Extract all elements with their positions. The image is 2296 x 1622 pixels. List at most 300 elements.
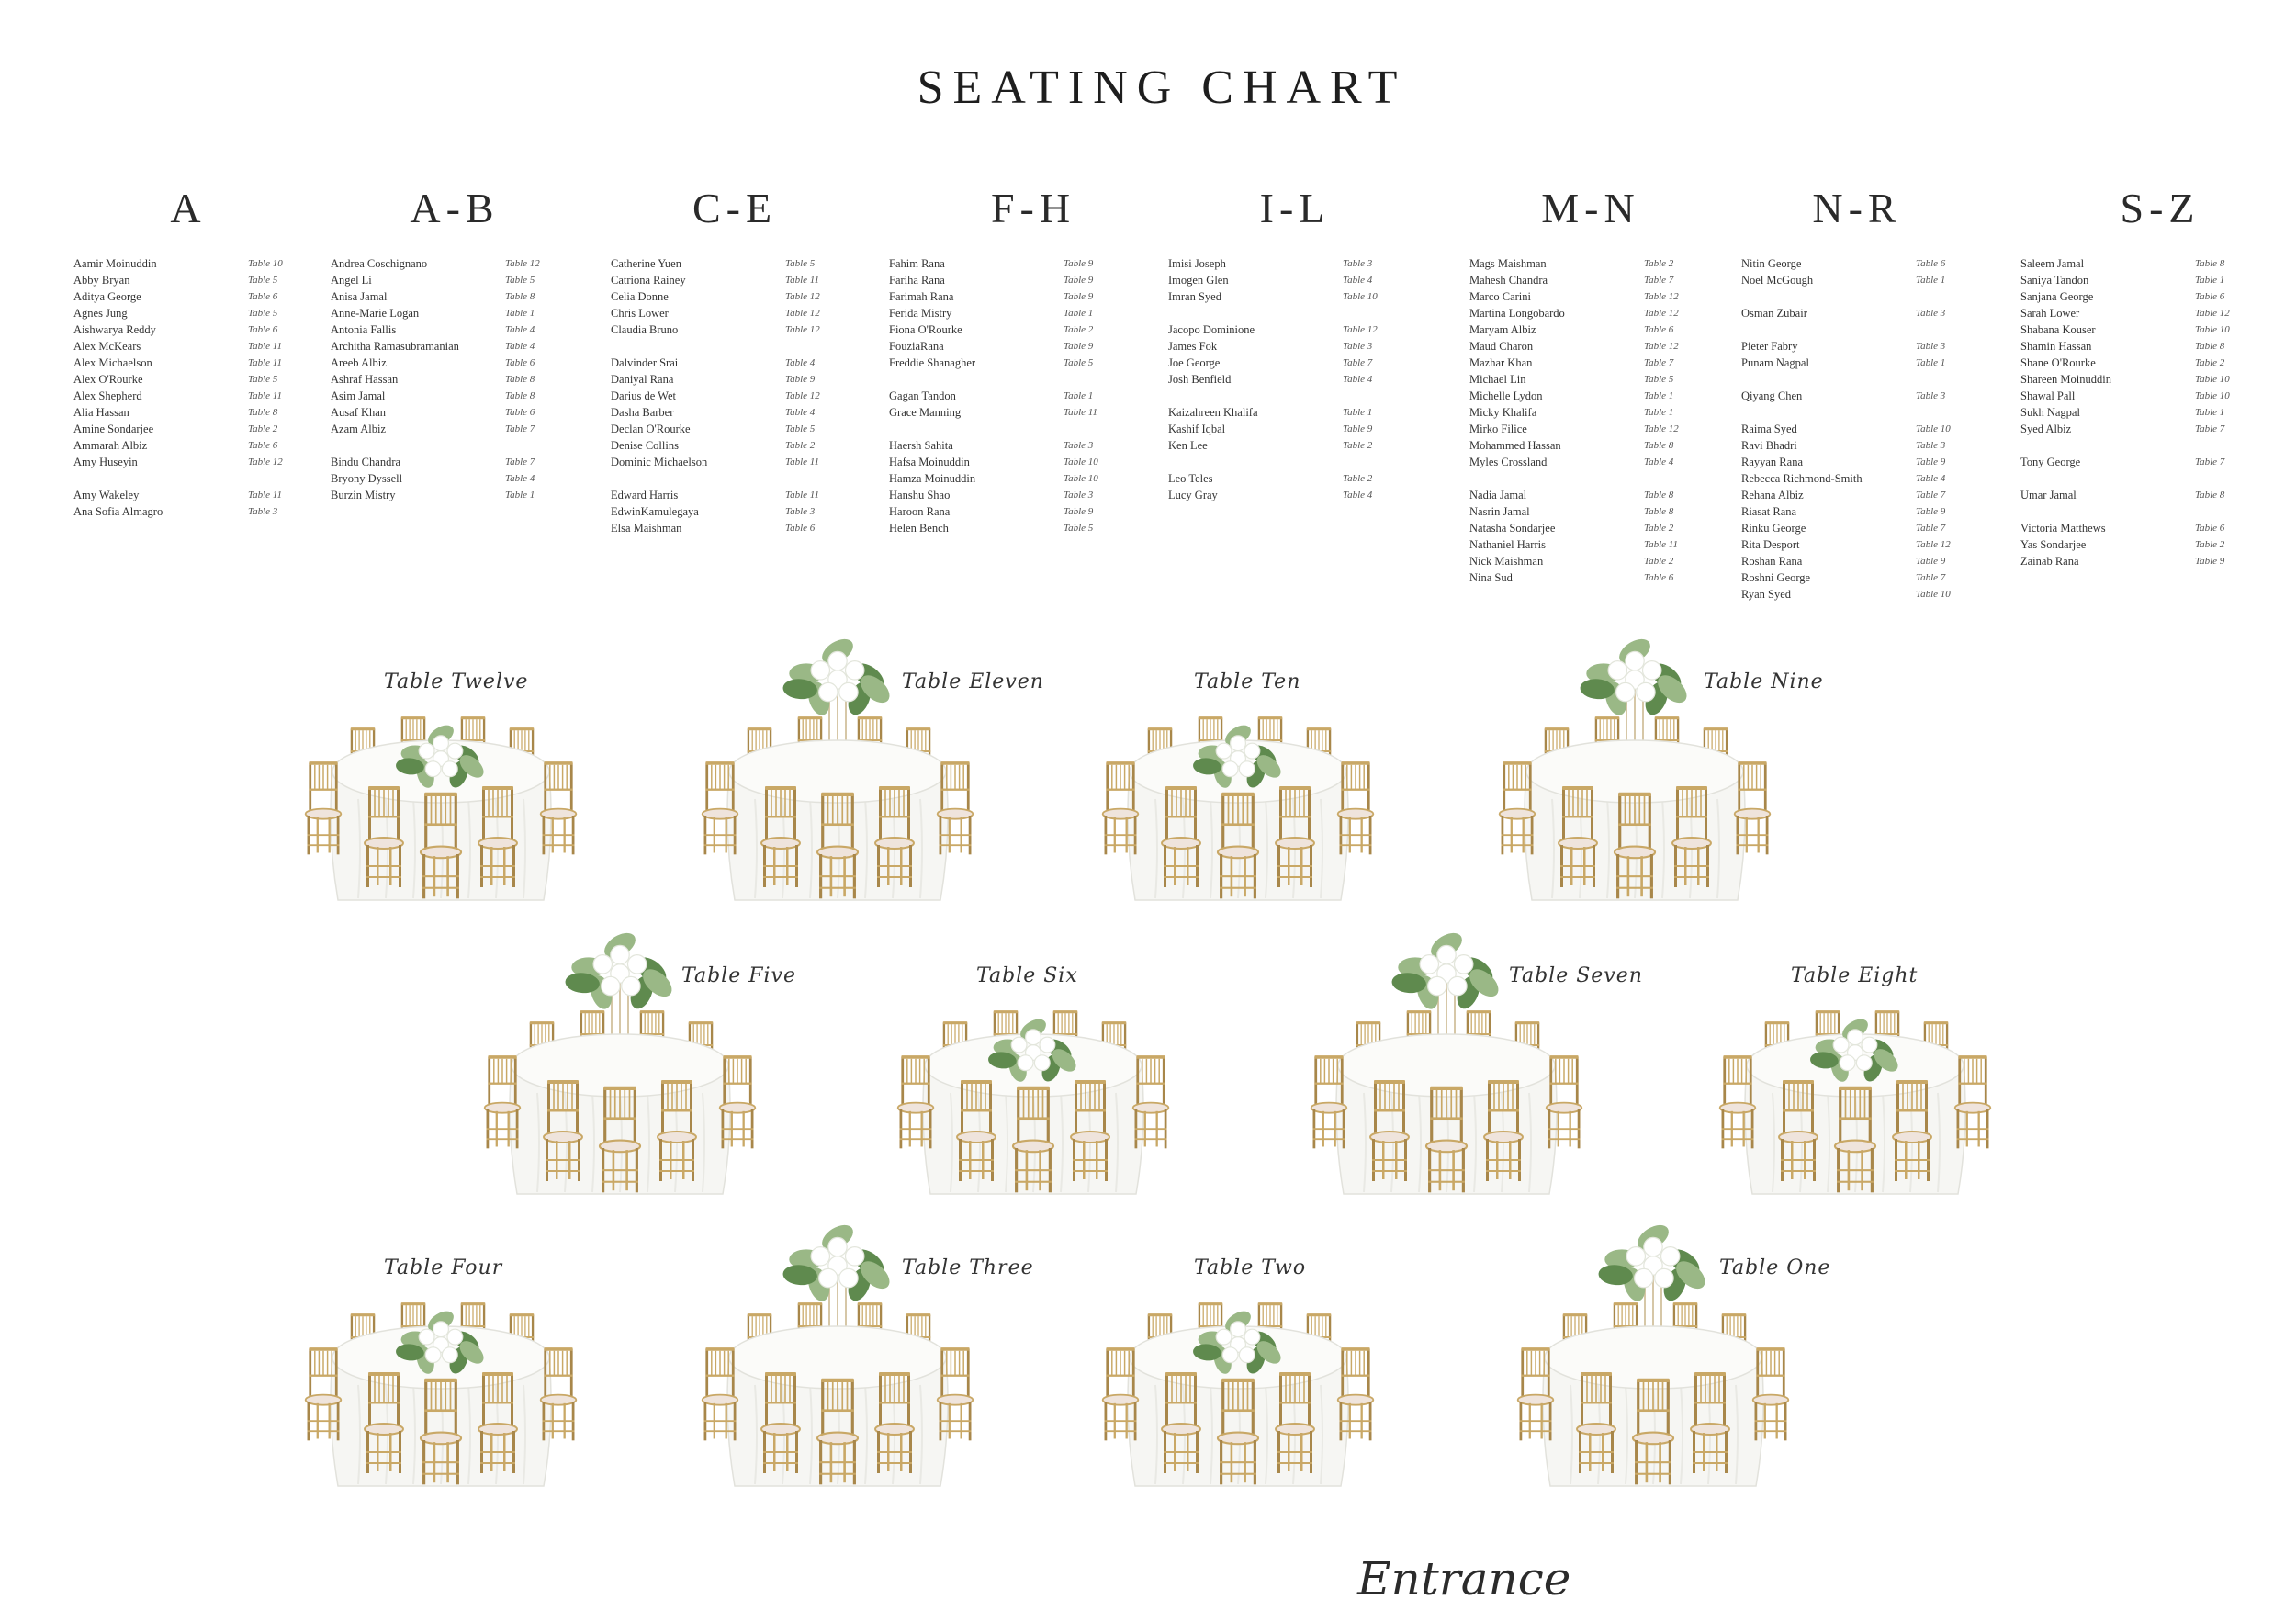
guest-name: Fiona O'Rourke bbox=[889, 323, 962, 336]
guest-table-number: Table 3 bbox=[785, 506, 816, 517]
guest-name: Dalvinder Srai bbox=[611, 356, 679, 369]
table-illustration bbox=[1082, 670, 1394, 900]
guest-row bbox=[1469, 437, 1690, 454]
guest-row bbox=[1741, 338, 1962, 355]
guest-table-number: Table 11 bbox=[785, 490, 819, 501]
guest-name: Roshni George bbox=[1741, 571, 1811, 584]
column-heading: A-B bbox=[410, 185, 500, 231]
spacer bbox=[1168, 305, 1389, 321]
guest-table-number: Table 4 bbox=[505, 473, 535, 484]
guest-row bbox=[1741, 520, 1962, 536]
guest-row bbox=[1168, 338, 1389, 355]
guest-row bbox=[1741, 569, 1962, 586]
guest-row bbox=[1741, 487, 1962, 503]
guest-row bbox=[331, 255, 551, 272]
guest-name: Rayyan Rana bbox=[1741, 456, 1803, 468]
guest-table-number: Table 8 bbox=[1644, 506, 1674, 517]
guest-name: Osman Zubair bbox=[1741, 307, 1807, 320]
guest-table-number: Table 12 bbox=[1644, 423, 1679, 434]
guest-name: Nasrin Jamal bbox=[1469, 505, 1530, 518]
guest-row bbox=[889, 503, 1109, 520]
guest-row bbox=[331, 338, 551, 355]
guest-row bbox=[2020, 421, 2241, 437]
guest-list bbox=[611, 255, 831, 536]
guest-row bbox=[889, 355, 1109, 371]
guest-row bbox=[1741, 305, 1962, 321]
guest-table-number: Table 9 bbox=[1064, 506, 1094, 517]
guest-table-number: Table 8 bbox=[2195, 490, 2225, 501]
guest-table-number: Table 8 bbox=[2195, 341, 2225, 352]
guest-table-number: Table 10 bbox=[1916, 589, 1951, 600]
guest-row bbox=[1469, 371, 1690, 388]
table-drawing bbox=[681, 670, 994, 946]
table-label: Table Five bbox=[681, 964, 796, 987]
guest-row bbox=[889, 272, 1109, 288]
guest-row bbox=[611, 255, 831, 272]
guest-table-number: Table 8 bbox=[2195, 258, 2225, 269]
guest-name: Aamir Moinuddin bbox=[73, 257, 157, 270]
guest-table-number: Table 2 bbox=[2195, 539, 2225, 550]
guest-row bbox=[73, 388, 294, 404]
guest-row bbox=[73, 487, 294, 503]
guest-table-number: Table 9 bbox=[785, 374, 816, 385]
guest-name: Andrea Coschignano bbox=[331, 257, 428, 270]
guest-row bbox=[1469, 338, 1690, 355]
guest-name: Fahim Rana bbox=[889, 257, 945, 270]
guest-row bbox=[1741, 421, 1962, 437]
guest-row bbox=[1168, 470, 1389, 487]
guest-name: James Fok bbox=[1168, 340, 1218, 353]
guest-row bbox=[1741, 536, 1962, 553]
guest-name: Chris Lower bbox=[611, 307, 669, 320]
guest-list bbox=[1168, 255, 1389, 503]
guest-table-number: Table 10 bbox=[2195, 324, 2230, 335]
table-illustration bbox=[1497, 1256, 1831, 1486]
column-heading: F-H bbox=[990, 185, 1076, 231]
guest-row bbox=[1741, 388, 1962, 404]
guest-row bbox=[331, 470, 551, 487]
guest-table-number: Table 5 bbox=[1644, 374, 1674, 385]
guest-row bbox=[889, 404, 1109, 421]
guest-row bbox=[1469, 421, 1690, 437]
spacer bbox=[889, 371, 1109, 388]
guest-table-number: Table 2 bbox=[1644, 556, 1674, 567]
guest-row bbox=[1168, 404, 1389, 421]
guest-list bbox=[889, 255, 1109, 536]
guest-name: Amy Wakeley bbox=[73, 489, 140, 501]
guest-name: Rehana Albiz bbox=[1741, 489, 1804, 501]
guest-name: Kashif Iqbal bbox=[1168, 422, 1226, 435]
guest-row bbox=[2020, 404, 2241, 421]
guest-table-number: Table 7 bbox=[1916, 523, 1946, 534]
spacer bbox=[611, 338, 831, 355]
guest-name: Jacopo Dominione bbox=[1168, 323, 1255, 336]
guest-row bbox=[1469, 272, 1690, 288]
guest-row bbox=[1741, 503, 1962, 520]
guest-name: Haroon Rana bbox=[889, 505, 951, 518]
guest-name: EdwinKamulegaya bbox=[611, 505, 699, 518]
guest-row bbox=[73, 321, 294, 338]
guest-table-number: Table 12 bbox=[1644, 341, 1679, 352]
guest-name: Maryam Albiz bbox=[1469, 323, 1536, 336]
column-heading: C-E bbox=[692, 185, 778, 231]
guest-name: Mags Maishman bbox=[1469, 257, 1547, 270]
guest-row bbox=[1168, 421, 1389, 437]
table-illustration bbox=[285, 670, 597, 900]
guest-row bbox=[611, 272, 831, 288]
guest-name: Gagan Tandon bbox=[889, 389, 956, 402]
guest-table-number: Table 11 bbox=[1064, 407, 1097, 418]
guest-table-number: Table 5 bbox=[248, 275, 278, 286]
guest-table-number: Table 6 bbox=[248, 291, 278, 302]
guest-name: Nadia Jamal bbox=[1469, 489, 1527, 501]
guest-table-number: Table 9 bbox=[1916, 506, 1946, 517]
guest-table-number: Table 6 bbox=[785, 523, 816, 534]
guest-table-number: Table 12 bbox=[785, 324, 820, 335]
guest-table-number: Table 4 bbox=[785, 407, 816, 418]
spacer bbox=[611, 470, 831, 487]
guest-row bbox=[73, 371, 294, 388]
guest-table-number: Table 5 bbox=[1064, 357, 1094, 368]
spacer bbox=[1168, 388, 1389, 404]
guest-row bbox=[331, 272, 551, 288]
guest-row bbox=[331, 421, 551, 437]
guest-name: Ravi Bhadri bbox=[1741, 439, 1797, 452]
guest-table-number: Table 2 bbox=[1343, 440, 1373, 451]
column-heading: A bbox=[170, 185, 207, 231]
table-illustration bbox=[464, 964, 796, 1194]
guest-name: Roshan Rana bbox=[1741, 555, 1803, 568]
guest-row bbox=[2020, 355, 2241, 371]
guest-row bbox=[889, 338, 1109, 355]
guest-table-number: Table 11 bbox=[1644, 539, 1678, 550]
guest-row bbox=[1469, 388, 1690, 404]
guest-row bbox=[1741, 454, 1962, 470]
guest-row bbox=[1469, 355, 1690, 371]
guest-name: Mirko Filice bbox=[1469, 422, 1527, 435]
guest-name: Denise Collins bbox=[611, 439, 679, 452]
guest-name: Joe George bbox=[1168, 356, 1221, 369]
guest-name: Yas Sondarjee bbox=[2020, 538, 2087, 551]
guest-name: Maud Charon bbox=[1469, 340, 1534, 353]
guest-table-number: Table 9 bbox=[2195, 556, 2225, 567]
guest-row bbox=[73, 355, 294, 371]
guest-name: Elsa Maishman bbox=[611, 522, 682, 535]
column-heading: N-R bbox=[1812, 185, 1902, 231]
guest-table-number: Table 1 bbox=[1916, 357, 1946, 368]
guest-name: Bryony Dyssell bbox=[331, 472, 403, 485]
guest-name: Alex McKears bbox=[73, 340, 141, 353]
guest-name: Grace Manning bbox=[889, 406, 962, 419]
guest-table-number: Table 8 bbox=[1644, 440, 1674, 451]
guest-table-number: Table 5 bbox=[248, 374, 278, 385]
guest-row bbox=[73, 305, 294, 321]
guest-row bbox=[2020, 388, 2241, 404]
guest-table-number: Table 6 bbox=[505, 357, 535, 368]
guest-row bbox=[1741, 553, 1962, 569]
guest-name: Pieter Fabry bbox=[1741, 340, 1798, 353]
guest-name: Ammarah Albiz bbox=[73, 439, 148, 452]
guest-name: Architha Ramasubramanian bbox=[331, 340, 459, 353]
guest-name: Sukh Nagpal bbox=[2020, 406, 2080, 419]
guest-name: Bindu Chandra bbox=[331, 456, 401, 468]
guest-row bbox=[1741, 355, 1962, 371]
guest-row bbox=[1469, 503, 1690, 520]
guest-row bbox=[1168, 355, 1389, 371]
guest-row bbox=[331, 404, 551, 421]
guest-name: Michelle Lydon bbox=[1469, 389, 1543, 402]
guest-name: Haersh Sahita bbox=[889, 439, 953, 452]
guest-name: Alex Michaelson bbox=[73, 356, 152, 369]
guest-table-number: Table 10 bbox=[2195, 390, 2230, 401]
guest-name: Angel Li bbox=[331, 274, 372, 287]
guest-table-number: Table 12 bbox=[785, 390, 820, 401]
guest-name: Catherine Yuen bbox=[611, 257, 681, 270]
guest-name: Shane O'Rourke bbox=[2020, 356, 2096, 369]
guest-table-number: Table 2 bbox=[1343, 473, 1373, 484]
guest-name: FouziaRana bbox=[889, 340, 944, 353]
guest-row bbox=[889, 255, 1109, 272]
guest-table-number: Table 12 bbox=[785, 291, 820, 302]
guest-name: Mohammed Hassan bbox=[1469, 439, 1561, 452]
guest-table-number: Table 3 bbox=[1064, 440, 1094, 451]
guest-name: Edward Harris bbox=[611, 489, 679, 501]
guest-table-number: Table 4 bbox=[1343, 490, 1373, 501]
guest-table-number: Table 11 bbox=[785, 456, 819, 467]
spacer bbox=[1469, 470, 1690, 487]
guest-table-number: Table 3 bbox=[248, 506, 278, 517]
guest-name: Mazhar Khan bbox=[1469, 356, 1533, 369]
guest-name: Nathaniel Harris bbox=[1469, 538, 1546, 551]
spacer bbox=[1168, 454, 1389, 470]
guest-table-number: Table 2 bbox=[2195, 357, 2225, 368]
table-drawing bbox=[1479, 670, 1791, 946]
guest-table-number: Table 1 bbox=[1644, 390, 1674, 401]
guest-list bbox=[331, 255, 551, 503]
guest-row bbox=[73, 421, 294, 437]
guest-name: Shawal Pall bbox=[2020, 389, 2076, 402]
guest-name: Martina Longobardo bbox=[1469, 307, 1565, 320]
guest-name: Leo Teles bbox=[1168, 472, 1213, 485]
guest-table-number: Table 4 bbox=[1644, 456, 1674, 467]
guest-name: Lucy Gray bbox=[1168, 489, 1218, 501]
guest-table-number: Table 1 bbox=[2195, 407, 2225, 418]
guest-table-number: Table 11 bbox=[248, 490, 282, 501]
guest-row bbox=[2020, 255, 2241, 272]
guest-table-number: Table 4 bbox=[505, 324, 535, 335]
guest-row bbox=[331, 388, 551, 404]
guest-name: Myles Crossland bbox=[1469, 456, 1548, 468]
guest-name: Areeb Albiz bbox=[331, 356, 387, 369]
guest-row bbox=[1168, 255, 1389, 272]
guest-name: Catriona Rainey bbox=[611, 274, 686, 287]
guest-row bbox=[611, 520, 831, 536]
guest-name: Imran Syed bbox=[1168, 290, 1221, 303]
guest-row bbox=[2020, 454, 2241, 470]
guest-row bbox=[611, 454, 831, 470]
guest-name: Shamin Hassan bbox=[2020, 340, 2092, 353]
guest-row bbox=[1469, 520, 1690, 536]
guest-table-number: Table 7 bbox=[505, 456, 535, 467]
guest-row bbox=[331, 454, 551, 470]
guest-name: Michael Lin bbox=[1469, 373, 1526, 386]
guest-name: Amine Sondarjee bbox=[73, 422, 154, 435]
guest-table-number: Table 5 bbox=[785, 423, 816, 434]
guest-name: Agnes Jung bbox=[73, 307, 128, 320]
guest-name: Rita Desport bbox=[1741, 538, 1800, 551]
guest-row bbox=[331, 305, 551, 321]
guest-name: Imisi Joseph bbox=[1168, 257, 1226, 270]
guest-row bbox=[331, 371, 551, 388]
guest-row bbox=[73, 454, 294, 470]
guest-name: Abby Bryan bbox=[73, 274, 130, 287]
guest-name: Burzin Mistry bbox=[331, 489, 396, 501]
table-illustration bbox=[285, 1256, 597, 1486]
column-heading: S-Z bbox=[2120, 185, 2200, 231]
guest-table-number: Table 4 bbox=[1343, 374, 1373, 385]
guest-row bbox=[611, 288, 831, 305]
guest-name: Alex Shepherd bbox=[73, 389, 142, 402]
guest-table-number: Table 1 bbox=[1064, 308, 1094, 319]
guest-name: Nick Maishman bbox=[1469, 555, 1544, 568]
guest-row bbox=[611, 371, 831, 388]
spacer bbox=[1741, 404, 1962, 421]
guest-name: Kaizahreen Khalifa bbox=[1168, 406, 1258, 419]
guest-name: Sarah Lower bbox=[2020, 307, 2080, 320]
guest-name: Punam Nagpal bbox=[1741, 356, 1809, 369]
entrance-label: Entrance bbox=[1357, 1552, 1571, 1605]
guest-table-number: Table 8 bbox=[505, 291, 535, 302]
guest-name: Declan O'Rourke bbox=[611, 422, 691, 435]
guest-row bbox=[1741, 272, 1962, 288]
guest-row bbox=[1469, 454, 1690, 470]
table-drawing bbox=[877, 964, 1189, 1240]
guest-name: Imogen Glen bbox=[1168, 274, 1229, 287]
guest-table-number: Table 11 bbox=[785, 275, 819, 286]
guest-row bbox=[611, 321, 831, 338]
table-label: Table Two bbox=[1194, 1256, 1307, 1279]
table-drawing bbox=[1082, 1256, 1394, 1532]
guest-row bbox=[1469, 487, 1690, 503]
guest-table-number: Table 1 bbox=[505, 490, 535, 501]
table-drawing bbox=[285, 670, 597, 946]
guest-table-number: Table 5 bbox=[505, 275, 535, 286]
guest-name: Asim Jamal bbox=[331, 389, 386, 402]
column-heading: I-L bbox=[1259, 185, 1331, 231]
guest-name: Alex O'Rourke bbox=[73, 373, 143, 386]
guest-table-number: Table 3 bbox=[1916, 341, 1946, 352]
guest-row bbox=[1741, 470, 1962, 487]
guest-row bbox=[889, 321, 1109, 338]
guest-row bbox=[2020, 338, 2241, 355]
guest-row bbox=[331, 355, 551, 371]
guest-table-number: Table 5 bbox=[1064, 523, 1094, 534]
guest-name: Hamza Moinuddin bbox=[889, 472, 976, 485]
guest-row bbox=[889, 437, 1109, 454]
guest-name: Zainab Rana bbox=[2020, 555, 2079, 568]
guest-name: Ryan Syed bbox=[1741, 588, 1792, 601]
guest-row bbox=[1469, 536, 1690, 553]
guest-row bbox=[331, 288, 551, 305]
guest-row bbox=[73, 272, 294, 288]
guest-table-number: Table 5 bbox=[785, 258, 816, 269]
guest-table-number: Table 11 bbox=[248, 390, 282, 401]
table-illustration bbox=[1082, 1256, 1394, 1486]
table-drawing bbox=[1699, 964, 2011, 1240]
guest-table-number: Table 7 bbox=[1644, 357, 1674, 368]
guest-table-number: Table 11 bbox=[248, 341, 282, 352]
spacer bbox=[1741, 321, 1962, 338]
guest-row bbox=[611, 487, 831, 503]
guest-name: Antonia Fallis bbox=[331, 323, 397, 336]
table-drawing bbox=[1082, 670, 1394, 946]
guest-name: Victoria Matthews bbox=[2020, 522, 2106, 535]
guest-name: Helen Bench bbox=[889, 522, 949, 535]
guest-table-number: Table 7 bbox=[1644, 275, 1674, 286]
guest-row bbox=[1469, 321, 1690, 338]
guest-table-number: Table 10 bbox=[248, 258, 283, 269]
guest-table-number: Table 12 bbox=[1343, 324, 1378, 335]
guest-table-number: Table 12 bbox=[1644, 291, 1679, 302]
guest-table-number: Table 7 bbox=[1916, 572, 1946, 583]
guest-table-number: Table 12 bbox=[2195, 308, 2230, 319]
guest-name: Dominic Michaelson bbox=[611, 456, 708, 468]
guest-table-number: Table 10 bbox=[1916, 423, 1951, 434]
guest-name: Alia Hassan bbox=[73, 406, 129, 419]
guest-table-number: Table 9 bbox=[1343, 423, 1373, 434]
guest-table-number: Table 3 bbox=[1343, 258, 1373, 269]
guest-name: Ashraf Hassan bbox=[331, 373, 399, 386]
spacer bbox=[331, 437, 551, 454]
guest-table-number: Table 4 bbox=[1916, 473, 1946, 484]
guest-name: Micky Khalifa bbox=[1469, 406, 1537, 419]
guest-name: Freddie Shanagher bbox=[889, 356, 976, 369]
guest-name: Tony George bbox=[2020, 456, 2081, 468]
guest-name: Nina Sud bbox=[1469, 571, 1513, 584]
guest-name: Saleem Jamal bbox=[2020, 257, 2085, 270]
guest-name: Darius de Wet bbox=[611, 389, 676, 402]
guest-table-number: Table 4 bbox=[1343, 275, 1373, 286]
guest-list bbox=[2020, 255, 2241, 569]
guest-table-number: Table 3 bbox=[1916, 308, 1946, 319]
guest-name: Rebecca Richmond-Smith bbox=[1741, 472, 1863, 485]
guest-table-number: Table 6 bbox=[2195, 523, 2225, 534]
guest-row bbox=[2020, 520, 2241, 536]
table-label: Table Six bbox=[976, 964, 1078, 987]
guest-name: Claudia Bruno bbox=[611, 323, 679, 336]
guest-row bbox=[1168, 272, 1389, 288]
guest-table-number: Table 10 bbox=[1343, 291, 1378, 302]
guest-table-number: Table 1 bbox=[505, 308, 535, 319]
guest-name: Celia Donne bbox=[611, 290, 669, 303]
guest-row bbox=[2020, 536, 2241, 553]
table-label: Table One bbox=[1719, 1256, 1831, 1279]
spacer bbox=[1741, 288, 1962, 305]
table-illustration bbox=[681, 670, 1044, 900]
guest-table-number: Table 2 bbox=[1644, 523, 1674, 534]
guest-table-number: Table 1 bbox=[1343, 407, 1373, 418]
guest-row bbox=[611, 305, 831, 321]
guest-row bbox=[331, 487, 551, 503]
guest-name: Riasat Rana bbox=[1741, 505, 1797, 518]
guest-row bbox=[73, 288, 294, 305]
guest-row bbox=[1741, 255, 1962, 272]
guest-name: Hanshu Shao bbox=[889, 489, 951, 501]
guest-list bbox=[73, 255, 294, 520]
guest-name: Syed Albiz bbox=[2020, 422, 2072, 435]
guest-table-number: Table 12 bbox=[1916, 539, 1951, 550]
guest-table-number: Table 7 bbox=[1343, 357, 1373, 368]
